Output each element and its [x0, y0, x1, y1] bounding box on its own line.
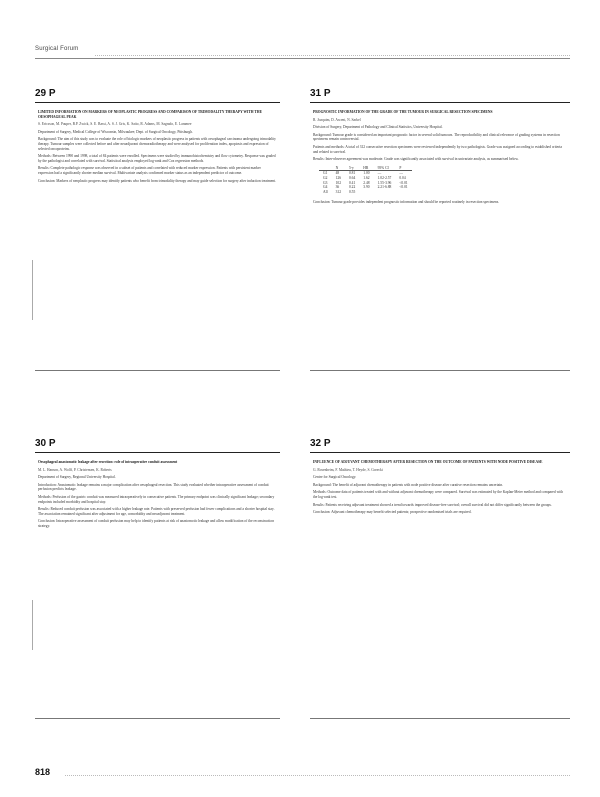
table-cell: —: [377, 171, 382, 176]
table-cell: G2: [323, 175, 328, 180]
divider: [35, 452, 280, 453]
abstract-paragraph: Results: Patients receiving adjuvant treatment showed a trend towards improved disease-free survival; overall survival did not differ significantly between the groups.: [313, 502, 552, 507]
abstract-paragraph: Conclusion: Adjuvant chemotherapy may benefit selected patients; prospective randomised trials are required.: [313, 510, 472, 515]
abstract-body: [38, 110, 277, 364]
table-cell: 1.62: [363, 175, 370, 180]
abstract-number: 30 P: [35, 438, 56, 449]
abstract-title: LIMITED INFORMATION ON MARKERS OF NEOPLASTIC PROGRESS AND COMPARISON OF TRIMODALITY THERAPY WITH THE OESOPHAGEAL PEAK: [38, 110, 262, 119]
table-cell: 2.21-6.88: [377, 185, 392, 190]
abstract-paragraph: Conclusion: Intraoperative assessment of conduit perfusion may help to identify patients at risk of anastomotic leakage and allow modification of the reconstruction strategy.: [38, 519, 275, 528]
abstract-panel-29: [35, 88, 280, 371]
table-header: HR: [359, 166, 373, 171]
table-cell: 0.04: [399, 175, 406, 180]
abstract-paragraph: Background: The benefit of adjuvant chemotherapy in patients with node positive disease after curative resection remains uncertain.: [313, 482, 504, 487]
page-number: 818: [35, 767, 51, 777]
abstract-affiliation: Department of Surgery, Regional University Hospital.: [38, 475, 116, 480]
table-cell: All: [323, 189, 328, 194]
table-cell: G4: [323, 185, 328, 190]
table-cell: 126: [335, 175, 341, 180]
table-cell: 1.02-2.57: [377, 175, 392, 180]
table-cell: 2.48: [363, 180, 370, 185]
results-table: [319, 166, 412, 195]
abstract-paragraph: Conclusion: Tumour grade provides independent prognostic information and should be reported routinely in resection specimens.: [313, 200, 500, 205]
abstract-paragraph: Methods: Outcome data of patients treated with and without adjuvant chemotherapy were compared. Survival was estimated by the Kaplan-Meier method and compared with the log-rank test.: [313, 490, 563, 499]
abstract-paragraph: Patients and methods: A total of 312 consecutive resection specimens were reviewed independently by two pathologists. Grade was assigned according to established criteria and related to survival.: [313, 144, 562, 154]
divider: [35, 102, 280, 103]
table-cell: —: [399, 171, 403, 176]
abstract-authors: R. Joaquim, D. Ascent, N. Sarkel: [313, 117, 361, 122]
divider: [310, 102, 570, 103]
table-cell: 0.81: [348, 171, 356, 176]
abstract-body: [38, 460, 277, 712]
abstract-authors: G. Rosenheim, F. Mathieu, T. Heyde, S. Gorecki: [313, 467, 383, 472]
table-header: 95% CI: [374, 166, 396, 171]
table-header: P: [395, 166, 411, 171]
abstract-panel-30: [35, 438, 280, 719]
table-cell: [359, 190, 373, 195]
abstract-paragraph: Results: Reduced conduit perfusion was associated with a higher leakage rate. Patients with preserved perfusion had fewer complications and a shorter hospital stay. The association remained significant after adjustment for age, comorbidity and neoadjuvant treatment.: [38, 507, 275, 516]
abstract-number: 32 P: [310, 438, 331, 449]
margin-mark: [32, 600, 33, 650]
footer-leader: [65, 775, 570, 776]
abstract-authors: M. L. Hanson, A. Wolff, P. Christensen, K. Roberts: [38, 467, 112, 472]
table-cell: 0.41: [348, 180, 356, 185]
abstract-affiliation: Division of Surgery, Department of Pathology and Clinical Statistics, University Hospital.: [313, 125, 443, 130]
abstract-authors: S. Ericsson, M. Pauper, B.P. Zwick, S. E. Bassi, A. S. J. Gris, K. Saito, R. Adams, M. Sagrado, E. Laramee: [38, 122, 192, 127]
table-cell: 0.55: [348, 189, 356, 194]
table-cell: G3: [323, 180, 328, 185]
margin-mark: [32, 260, 33, 320]
abstract-paragraph: Results: Inter-observer agreement was moderate. Grade was significantly associated with survival in univariate analysis, as summarised below.: [313, 157, 519, 162]
table-cell: G1: [323, 171, 328, 176]
table-cell: 1.55-3.96: [377, 180, 392, 185]
table-cell: [395, 190, 411, 195]
table-row: [319, 190, 412, 195]
page-header: [35, 48, 570, 59]
abstract-paragraph: Background: Tumour grade is considered an important prognostic factor in several solid tumours. The reproducibility and clinical relevance of grading systems in resection specimens remain controversial.: [313, 132, 560, 142]
table-cell: 102: [335, 180, 341, 185]
abstract-paragraph: Results: Complete pathologic response was observed in a subset of patients and correlated with reduced marker expression. Patients with persistent marker expression had a significantly shorter median survival. Multivariate analysis confirmed marker status as an independent predictor of outcome.: [38, 166, 261, 175]
abstract-number: 31 P: [310, 88, 331, 99]
journal-title: Surgical Forum: [35, 46, 79, 52]
table-cell: 48: [335, 171, 340, 176]
table-cell: <0.01: [399, 180, 408, 185]
table-cell: 0.64: [348, 175, 356, 180]
table-cell: 312: [335, 189, 341, 194]
table-cell: [374, 190, 396, 195]
abstract-panel-31: [310, 88, 570, 371]
table-cell: <0.01: [399, 185, 408, 190]
divider: [310, 452, 570, 453]
abstract-paragraph: Background: The aim of this study was to evaluate the role of biologic markers of neoplastic progress in patients with oesophageal carcinoma undergoing trimodality therapy. Tumour samples were collected before and after neoadjuvant chemoradiotherapy and were analysed for proliferation index, apoptosis and expression of selected oncoproteins.: [38, 137, 276, 151]
abstract-title: PROGNOSTIC INFORMATION OF THE GRADE OF THE TUMOUR IN SURGICAL RESECTION SPECIMENS: [313, 110, 493, 114]
header-leader: [95, 55, 570, 56]
abstract-title: INFLUENCE OF ADJUVANT CHEMOTHERAPY AFTER RESECTION ON THE OUTCOME OF PATIENTS WITH NODE POSITIVE DISEASE: [313, 460, 543, 464]
abstract-panel-32: [310, 438, 570, 719]
table-header: N: [332, 166, 345, 171]
abstract-body: [313, 460, 567, 712]
abstract-paragraph: Methods: Perfusion of the gastric conduit was measured intraoperatively in consecutive patients. The primary endpoint was clinically significant leakage; secondary endpoints included morbidity and hospital stay.: [38, 494, 275, 504]
abstract-number: 29 P: [35, 88, 56, 99]
table-cell: 36: [335, 185, 340, 190]
abstract-title: Oesophageal anastomotic leakage after resection: role of intraoperative conduit assessment: [38, 460, 178, 464]
table-cell: 0.22: [348, 185, 356, 190]
abstract-paragraph: Conclusion: Markers of neoplastic progress may identify patients who benefit from trimodality therapy and may guide selection for surgery after induction treatment.: [38, 178, 277, 183]
table-cell: 3.90: [363, 185, 370, 190]
table-header: 5-y: [345, 166, 359, 171]
abstract-affiliation: Department of Surgery, Medical College of Wisconsin, Milwaukee; Dept. of Surgical Oncology, Pittsburgh.: [38, 129, 193, 134]
abstract-paragraph: Introduction: Anastomotic leakage remains a major complication after oesophageal resection. This study evaluated whether intraoperative assessment of conduit perfusion predicts leakage.: [38, 482, 269, 492]
abstract-affiliation: Centre for Surgical Oncology.: [313, 475, 357, 480]
abstract-body: [313, 110, 567, 364]
page-footer: [35, 767, 570, 779]
abstract-paragraph: Methods: Between 1990 and 1998, a total of 84 patients were enrolled. Specimens were studied by immunohistochemistry and flow cytometry. Response was graded by the pathologist and correlated with survival. Statistical analysis employed log-rank and Cox regression methods.: [38, 154, 276, 163]
table-cell: 1.00: [363, 171, 370, 176]
